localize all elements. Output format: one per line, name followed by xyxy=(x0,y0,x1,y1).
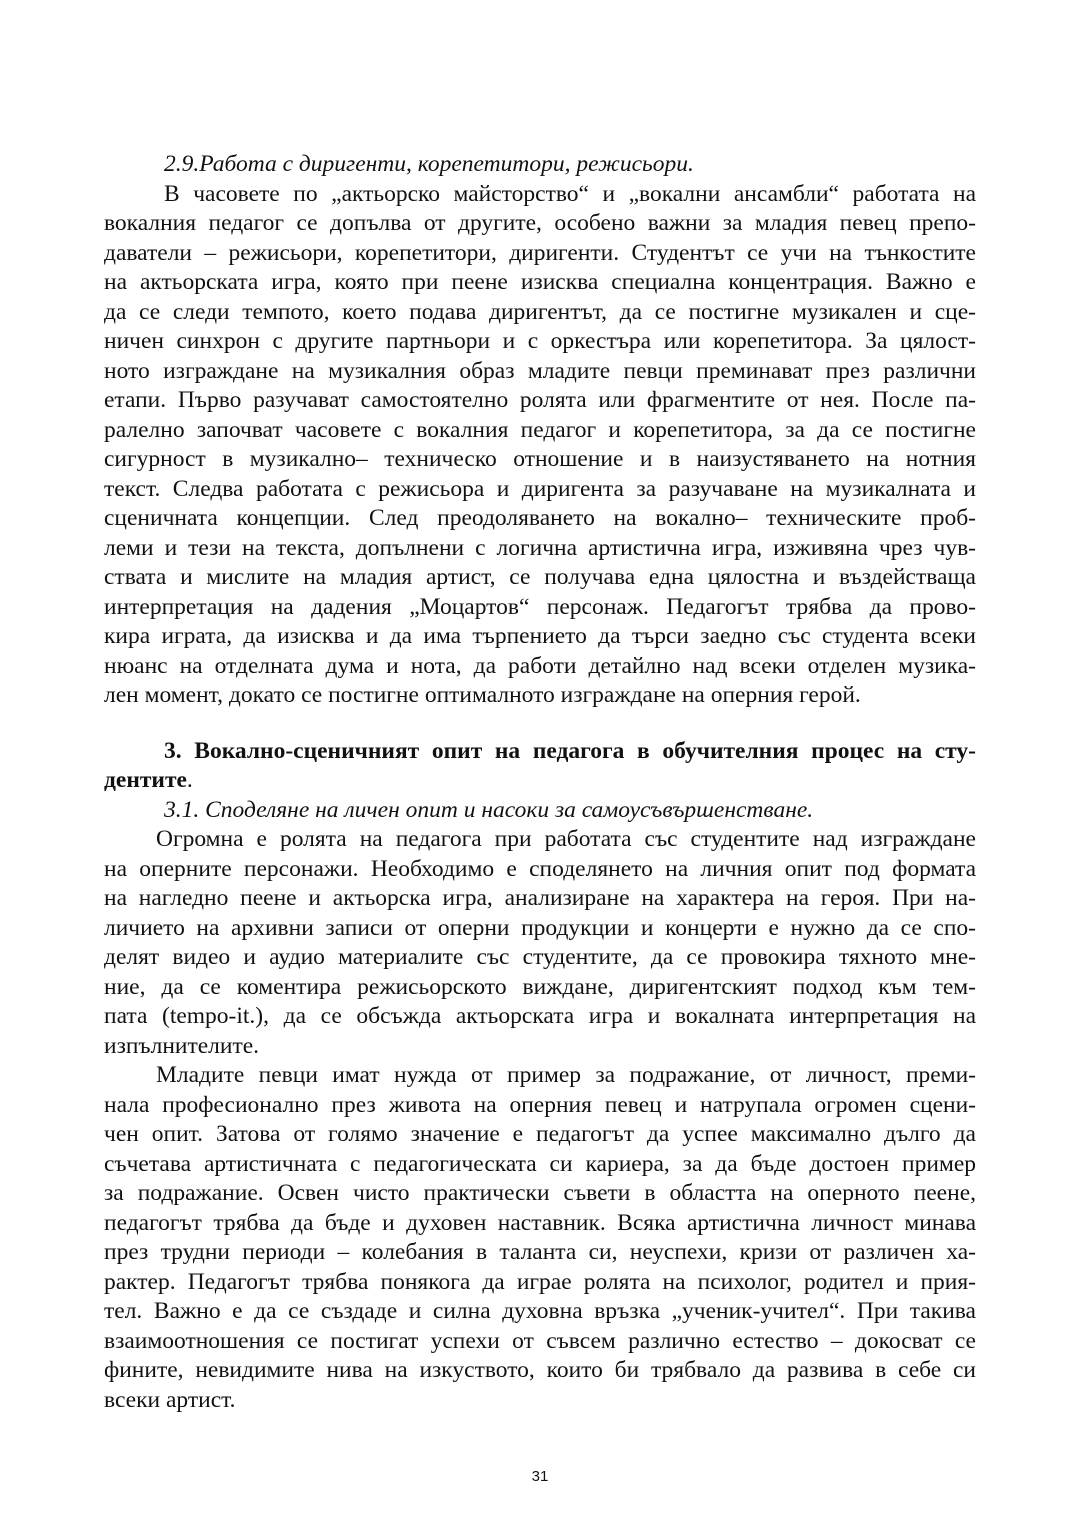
paragraph-line: нюанс на отделната дума и нота, да работи детайлно над всеки отделен музика- xyxy=(104,652,976,679)
paragraph-line: да се следи темпото, което подава диригентът, да се постигне музикален и сце- xyxy=(104,298,976,325)
paragraph-line: за подражание. Освен чисто практически съвети в областта на оперното пеене, xyxy=(104,1180,976,1206)
section-3-1-paragraph-1 xyxy=(104,825,976,1061)
page-body xyxy=(104,150,976,1415)
paragraph-line: нала професионално през живота на оперния певец и натрупала огромен сцени- xyxy=(104,1091,976,1118)
section-3-heading-line: 3. Вокално-сценичният опит на педагога в обучителния процес на сту- xyxy=(164,737,976,764)
paragraph-line: на нагледно пеене и актьорска игра, анализиране на характера на героя. При на- xyxy=(104,885,976,911)
section-3-heading-word: дентите xyxy=(104,767,187,793)
paragraph-line: през трудни периоди – колебания в таланта си, неуспехи, кризи от различен ха- xyxy=(104,1239,976,1265)
section-spacer xyxy=(104,711,976,737)
paragraph-line: изпълнителите. xyxy=(104,1032,260,1059)
section-2-9-paragraph xyxy=(104,180,976,711)
section-2-9-heading: 2.9.Работа с диригенти, корепетитори, режисьори. xyxy=(164,151,694,177)
paragraph-line: В часовете по „актьорско майсторство“ и „вокални ансамбли“ работата на xyxy=(164,180,976,207)
section-3-1-paragraph-2 xyxy=(104,1061,976,1415)
paragraph-line: всеки артист. xyxy=(104,1386,236,1413)
paragraph-line: ничен синхрон с другите партньори и с оркестъра или корепетитора. За цялост- xyxy=(104,328,976,354)
paragraph-line: Огромна е ролята на педагога при работата със студентите над изграждане xyxy=(156,826,976,852)
page-number: 31 xyxy=(531,1468,549,1485)
paragraph-line: съчетава артистичната с педагогическата си кариера, за да бъде достоен пример xyxy=(104,1150,976,1177)
paragraph-line: делят видео и аудио материалите със студентите, да се провокира тяхното мне- xyxy=(104,944,976,970)
paragraph-line: лен момент, докато се постигне оптималното изграждане на оперния герой. xyxy=(104,682,861,708)
paragraph-line: ствата и мислите на младия артист, се получава една цялостна и въздействаща xyxy=(104,564,976,590)
paragraph-line: даватели – режисьори, корепетитори, диригенти. Студентът се учи на тънкостите xyxy=(104,239,976,266)
paragraph-line: вокалния педагог се допълва от другите, особено важни за младия певец препо- xyxy=(104,210,976,236)
paragraph-line: на актьорската игра, която при пеене изисква специална концентрация. Важно е xyxy=(104,269,976,295)
paragraph-line: личието на архивни записи от оперни продукции и концерти е нужно да се спо- xyxy=(104,914,976,941)
paragraph-line: ние, да се коментира режисьорското виждане, диригентският подход към тем- xyxy=(104,973,976,1000)
paragraph-line: сценичната концепции. След преодоляването на вокално– техническите проб- xyxy=(104,505,976,531)
section-3-heading xyxy=(104,737,976,796)
paragraph-line: взаимоотношения се постигат успехи от съвсем различно естество – докосват се xyxy=(104,1327,976,1354)
paragraph-line: ралелно започват часовете с вокалния педагог и корепетитора, за да се постигне xyxy=(104,416,976,443)
paragraph-line: фините, невидимите нива на изкуството, които би трябвало да развива в себе си xyxy=(104,1357,976,1383)
paragraph-line: педагогът трябва да бъде и духовен наставник. Всяка артистична личност минава xyxy=(104,1209,976,1236)
paragraph-line: Младите певци имат нужда от пример за подражание, от личност, преми- xyxy=(156,1062,976,1088)
paragraph-line: кира играта, да изисква и да има търпението да търси заедно със студента всеки xyxy=(104,623,976,649)
paragraph-line: на оперните персонажи. Необходимо е споделянето на личния опит под формата xyxy=(104,855,976,882)
paragraph-line: етапи. Първо разучават самостоятелно ролята или фрагментите от нея. После па- xyxy=(104,387,976,413)
paragraph-line: пата (tempo-it.), да се обсъжда актьорската игра и вокалната интерпретация на xyxy=(104,1003,976,1029)
section-3-heading-line xyxy=(104,766,976,796)
paragraph-line: тел. Важно е да се създаде и силна духовна връзка „ученик-учител“. При такива xyxy=(104,1298,976,1324)
paragraph-line: текст. Следва работата с режисьора и диригента за разучаване на музикалната и xyxy=(104,475,976,502)
section-3-heading-period: . xyxy=(186,767,193,793)
paragraph-line: рактер. Педагогът трябва понякога да играе ролята на психолог, родител и прия- xyxy=(104,1268,976,1295)
paragraph-line: леми и тези на текста, допълнени с логична артистична игра, изживяна чрез чув- xyxy=(104,534,976,561)
section-3-1-heading: 3.1. Споделяне на личен опит и насоки за самоусъвършенстване. xyxy=(164,796,814,823)
paragraph-line: ното изграждане на музикалния образ младите певци преминават през различни xyxy=(104,357,976,384)
paragraph-line: сигурност в музикално– техническо отношение и в наизустяването на нотния xyxy=(104,446,976,472)
paragraph-line: чен опит. Затова от голямо значение е педагогът да успее максимално дълго да xyxy=(104,1121,976,1147)
paragraph-line: интерпретация на дадения „Моцартов“ персонаж. Педагогът трябва да прово- xyxy=(104,593,976,620)
